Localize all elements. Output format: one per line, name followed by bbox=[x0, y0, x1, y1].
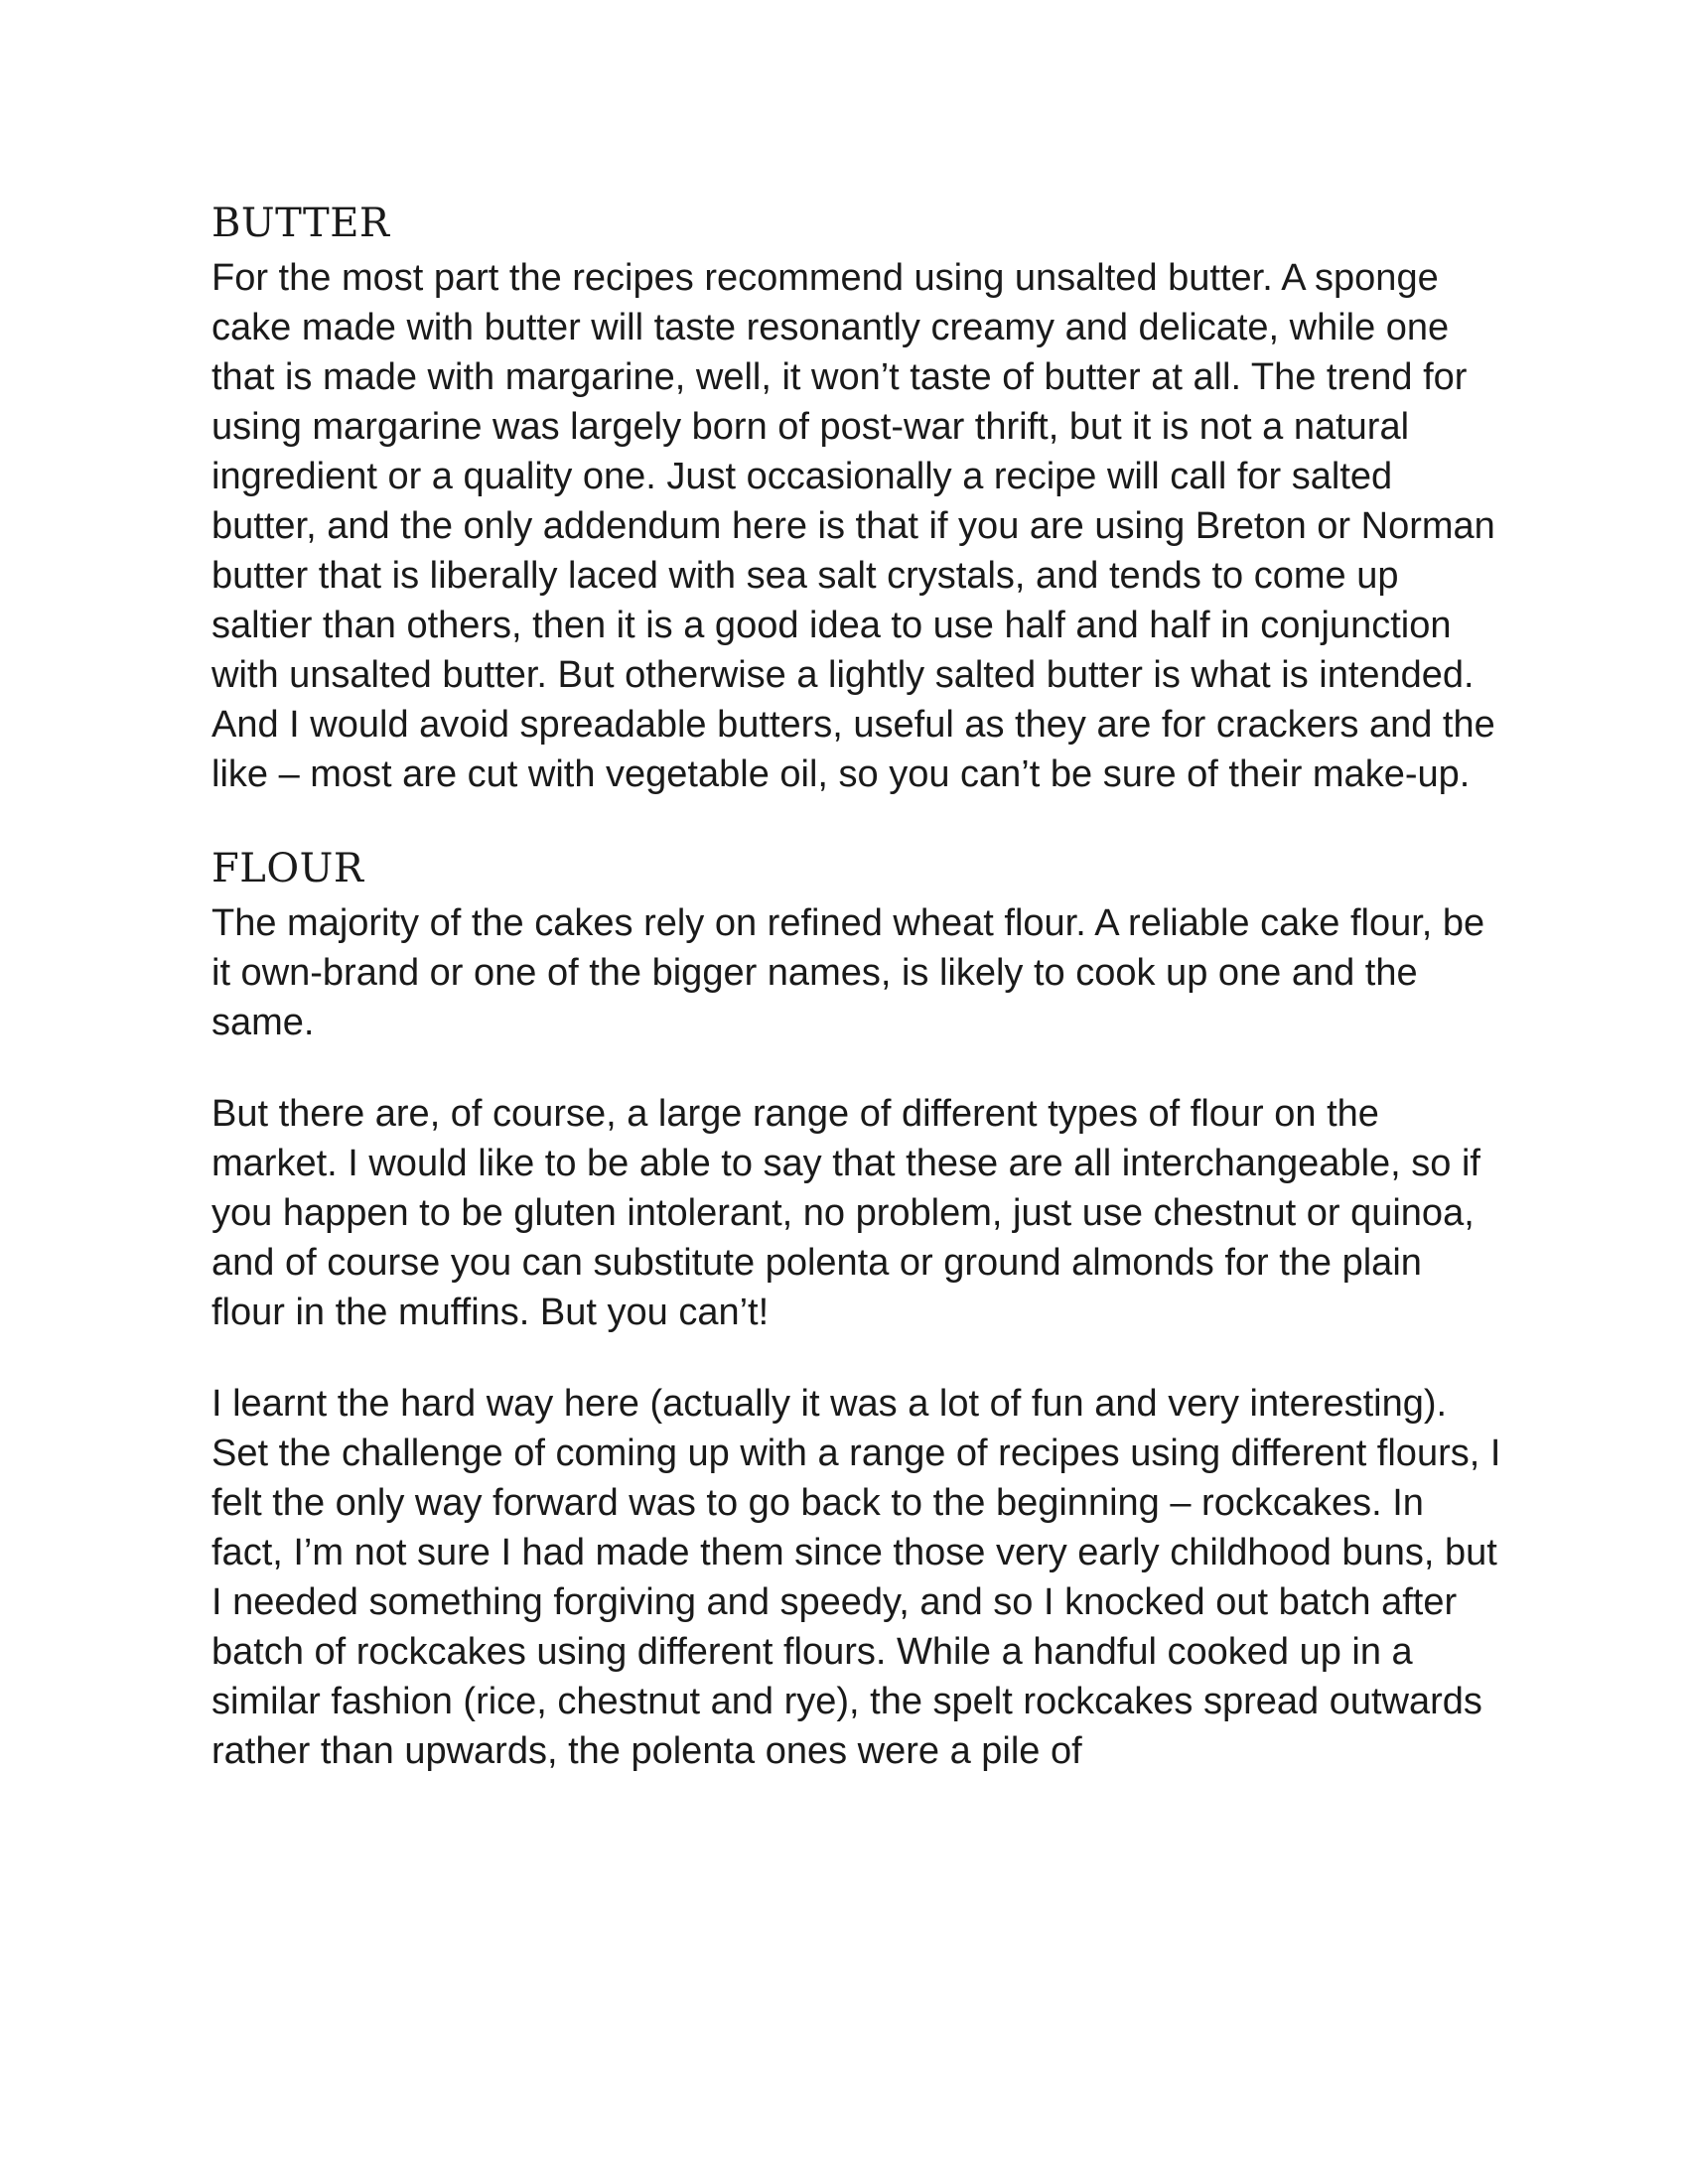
section-butter bbox=[211, 194, 1502, 799]
paragraph-spacer bbox=[211, 1337, 1502, 1379]
document-page bbox=[211, 194, 1502, 1776]
paragraph: The majority of the cakes rely on refined wheat flour. A reliable cake flour, be it own-brand or one of the bigger names, is likely to cook up one and the same. bbox=[211, 902, 1485, 1043]
paragraph-spacer bbox=[211, 1047, 1502, 1089]
section-flour bbox=[211, 839, 1502, 1776]
paragraph: For the most part the recipes recommend using unsalted butter. A sponge cake made with butter will taste resonantly creamy and delicate, while one that is made with margarine, well, it won’t taste of butter at all. The trend for using margarine was largely born of post-war thrift, but it is not a natural ingredient or a quality one. Just occasionally a recipe will call for salted butter, and the only addendum here is that if you are using Breton or Norman butter that is liberally laced with sea salt crystals, and tends to come up saltier than others, then it is a good idea to use half and half in conjunction with unsalted butter. But otherwise a lightly salted butter is what is intended. And I would avoid spreadable butters, useful as they are for crackers and the like – most are cut with vegetable oil, so you can’t be sure of their make-up. bbox=[211, 257, 1495, 795]
section-heading-flour: FLOUR bbox=[211, 846, 364, 891]
paragraph: I learnt the hard way here (actually it was a lot of fun and very interesting). Set the challenge of coming up with a range of recipes using different flours, I felt the only way forward was to go back to the beginning – rockcakes. In fact, I’m not sure I had made them since those very early childhood buns, but I needed something forgiving and speedy, and so I knocked out batch after batch of rockcakes using different flours. While a handful cooked up in a similar fashion (rice, chestnut and rye), the spelt rockcakes spread outwards rather than upwards, the polenta ones were a pile of bbox=[211, 1383, 1501, 1772]
section-spacer bbox=[211, 799, 1502, 839]
paragraph: But there are, of course, a large range of different types of flour on the market. I would like to be able to say that these are all interchangeable, so if you happen to be gluten intolerant, no problem, just use chestnut or quinoa, and of course you can substitute polenta or ground almonds for the plain flour in the muffins. But you can’t! bbox=[211, 1093, 1480, 1333]
section-heading-butter: BUTTER bbox=[211, 201, 390, 246]
